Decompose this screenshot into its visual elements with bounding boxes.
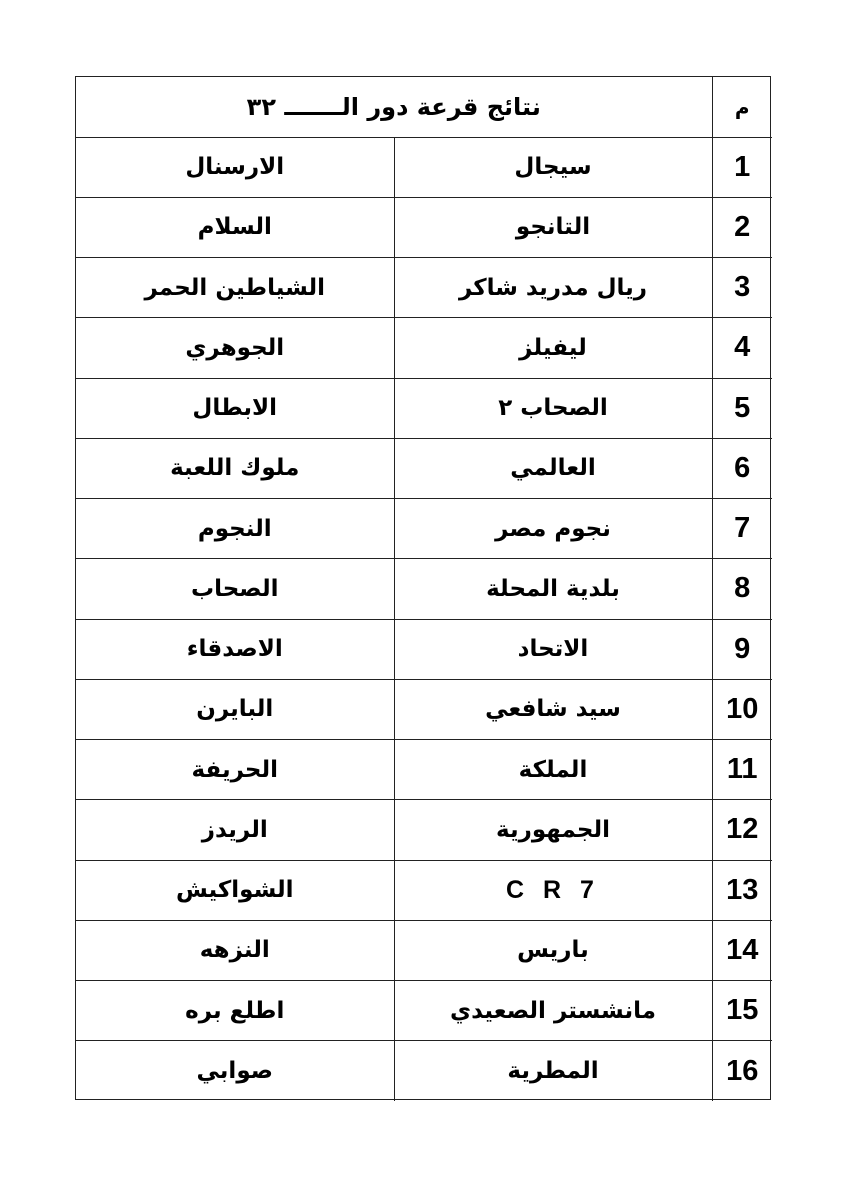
home-team-cell: C R 7: [394, 860, 712, 920]
away-team-cell: صوابي: [76, 1041, 394, 1101]
match-row: [76, 318, 772, 378]
match-row: [76, 920, 772, 980]
home-team-cell: التانجو: [394, 197, 712, 257]
match-number-cell: 16: [712, 1041, 772, 1101]
match-number-cell: 5: [712, 378, 772, 438]
away-team-cell: الارسنال: [76, 137, 394, 197]
home-team-cell: نجوم مصر: [394, 499, 712, 559]
match-number-cell: 15: [712, 981, 772, 1041]
away-team-cell: الابطال: [76, 378, 394, 438]
match-row: [76, 1041, 772, 1101]
away-team-cell: البايرن: [76, 679, 394, 739]
home-team-cell: ليفيلز: [394, 318, 712, 378]
match-row: [76, 438, 772, 498]
away-team-cell: الجوهري: [76, 318, 394, 378]
match-number-cell: 9: [712, 619, 772, 679]
match-row: [76, 378, 772, 438]
match-number-cell: 7: [712, 499, 772, 559]
away-team-cell: اطلع بره: [76, 981, 394, 1041]
table-title: نتائج قرعة دور الـــــــ ٣٢: [76, 77, 712, 137]
away-team-cell: السلام: [76, 197, 394, 257]
home-team-cell: الجمهورية: [394, 800, 712, 860]
away-team-cell: الحريفة: [76, 740, 394, 800]
home-team-cell: الاتحاد: [394, 619, 712, 679]
match-number-cell: 1: [712, 137, 772, 197]
match-number-cell: 3: [712, 258, 772, 318]
match-number-cell: 13: [712, 860, 772, 920]
away-team-cell: النزهه: [76, 920, 394, 980]
home-team-cell: مانشستر الصعيدي: [394, 981, 712, 1041]
away-team-cell: الريدز: [76, 800, 394, 860]
away-team-cell: الصحاب: [76, 559, 394, 619]
draw-results-table: [76, 77, 772, 1101]
away-team-cell: الشياطين الحمر: [76, 258, 394, 318]
match-row: [76, 800, 772, 860]
away-team-cell: الاصدقاء: [76, 619, 394, 679]
match-row: [76, 258, 772, 318]
home-team-cell: الملكة: [394, 740, 712, 800]
match-number-cell: 12: [712, 800, 772, 860]
match-row: [76, 619, 772, 679]
away-team-cell: ملوك اللعبة: [76, 438, 394, 498]
home-team-cell: الصحاب ٢: [394, 378, 712, 438]
match-row: [76, 137, 772, 197]
home-team-cell: سيد شافعي: [394, 679, 712, 739]
draw-results-sheet: [75, 76, 771, 1100]
match-number-cell: 4: [712, 318, 772, 378]
home-team-cell: العالمي: [394, 438, 712, 498]
index-column-header: م: [712, 77, 772, 137]
match-number-cell: 2: [712, 197, 772, 257]
match-number-cell: 11: [712, 740, 772, 800]
match-number-cell: 8: [712, 559, 772, 619]
match-row: [76, 679, 772, 739]
match-number-cell: 14: [712, 920, 772, 980]
match-row: [76, 740, 772, 800]
home-team-cell: ريال مدريد شاكر: [394, 258, 712, 318]
home-team-cell: المطرية: [394, 1041, 712, 1101]
match-row: [76, 981, 772, 1041]
match-row: [76, 197, 772, 257]
match-row: [76, 559, 772, 619]
away-team-cell: النجوم: [76, 499, 394, 559]
home-team-cell: باريس: [394, 920, 712, 980]
header-row: [76, 77, 772, 137]
away-team-cell: الشواكيش: [76, 860, 394, 920]
match-row: [76, 499, 772, 559]
match-number-cell: 6: [712, 438, 772, 498]
match-row: [76, 860, 772, 920]
match-number-cell: 10: [712, 679, 772, 739]
home-team-cell: سيجال: [394, 137, 712, 197]
home-team-cell: بلدية المحلة: [394, 559, 712, 619]
